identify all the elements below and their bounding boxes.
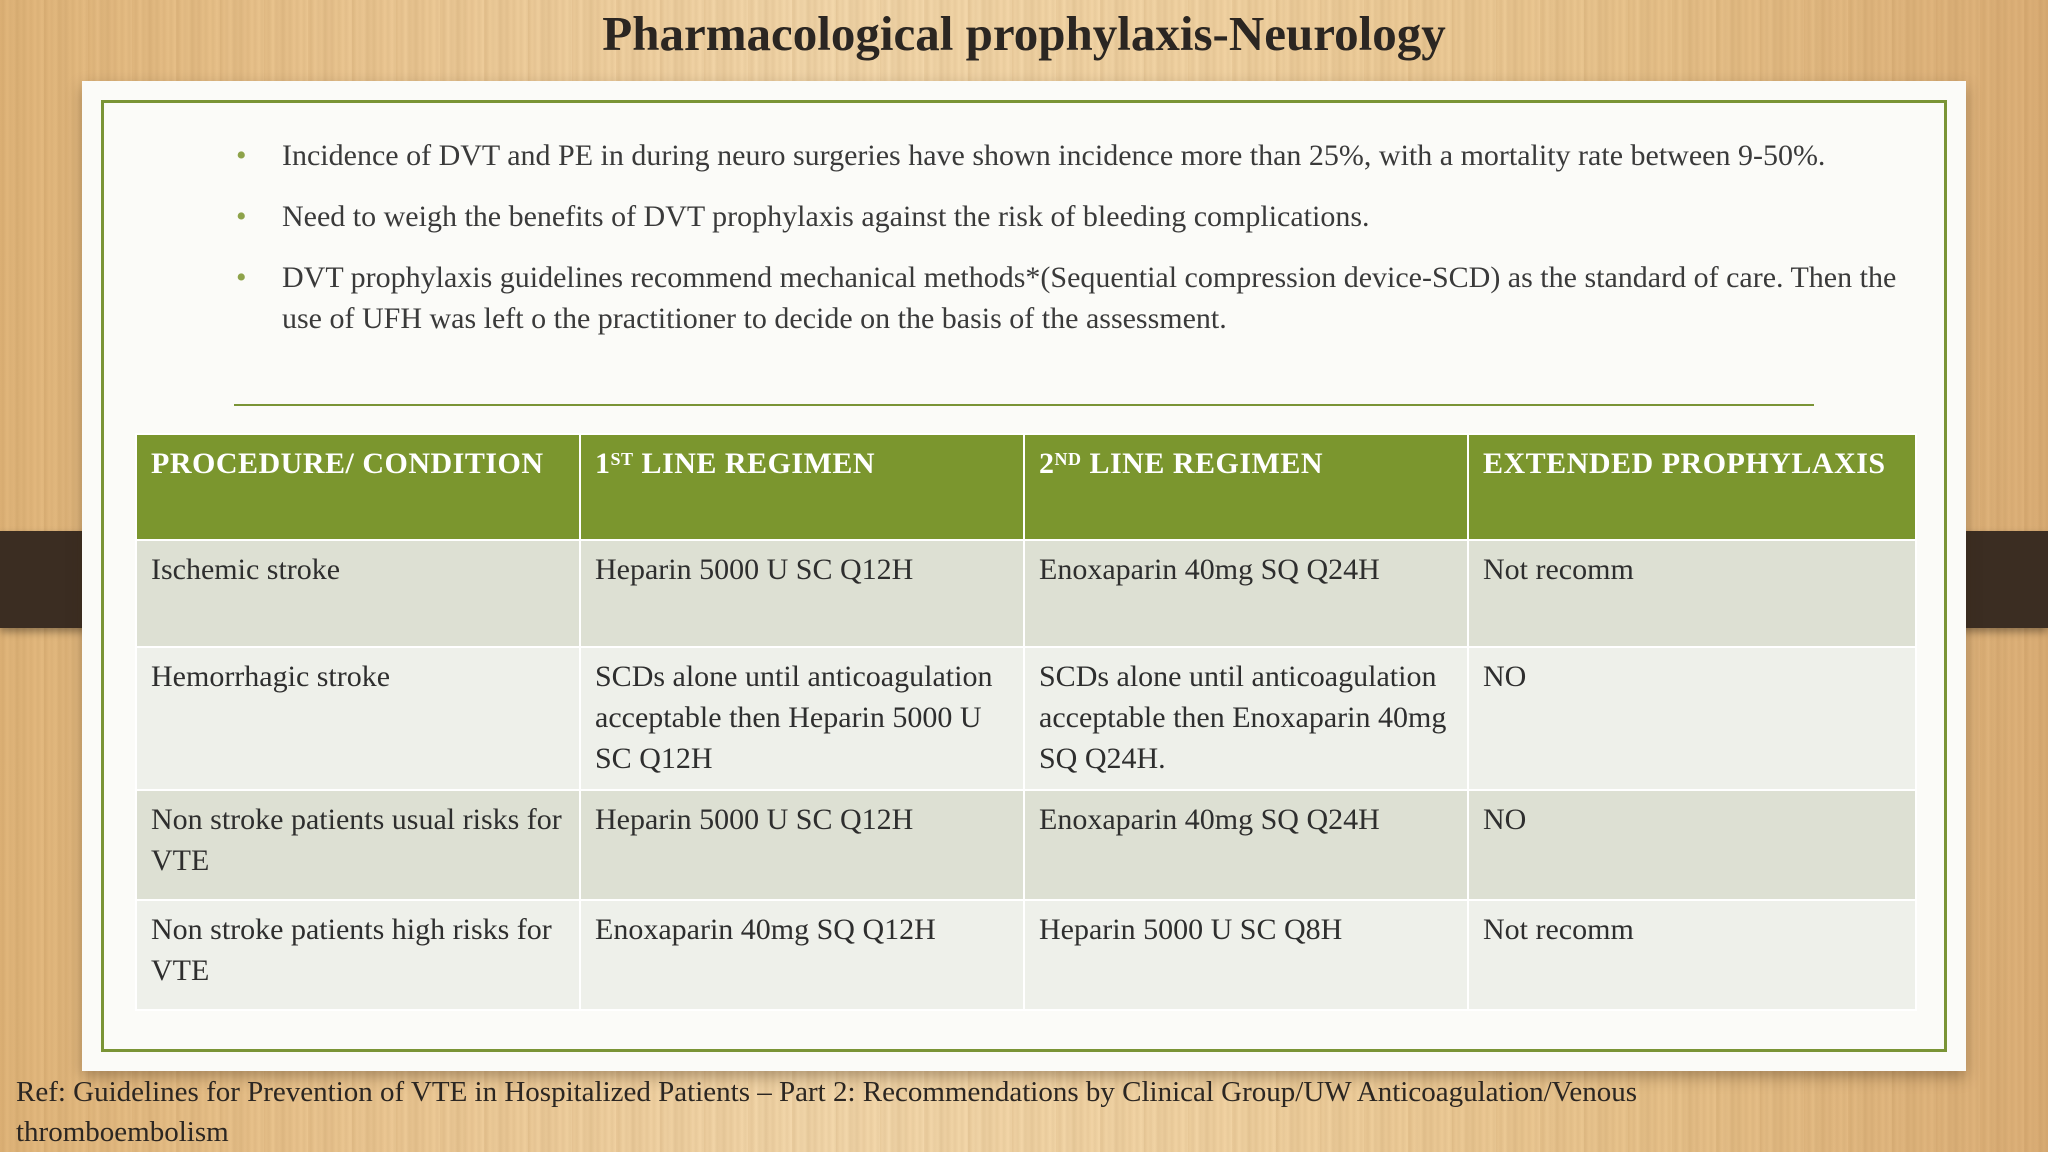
- header-extended-prophylaxis: EXTENDED PROPHYLAXIS: [1468, 434, 1916, 540]
- bullet-list: [236, 135, 1922, 359]
- bullet-item: [236, 257, 1922, 339]
- cell-second-line: Enoxaparin 40mg SQ Q24H: [1024, 540, 1468, 647]
- cell-extended: Not recomm: [1468, 900, 1916, 1010]
- content-card: [82, 81, 1966, 1071]
- bullet-icon: •: [236, 200, 247, 233]
- table-row: [136, 540, 1916, 647]
- cell-first-line: Heparin 5000 U SC Q12H: [580, 790, 1024, 900]
- section-divider: [234, 404, 1814, 406]
- bullet-icon: •: [236, 139, 247, 172]
- table-row: [136, 790, 1916, 900]
- cell-second-line: Enoxaparin 40mg SQ Q24H: [1024, 790, 1468, 900]
- table-row: [136, 647, 1916, 790]
- cell-condition: Ischemic stroke: [136, 540, 580, 647]
- cell-second-line: SCDs alone until anticoagulation acceptable then Enoxaparin 40mg SQ Q24H.: [1024, 647, 1468, 790]
- table-row: [136, 900, 1916, 1010]
- table-header-row: [136, 434, 1916, 540]
- bullet-item: [236, 196, 1922, 237]
- cell-extended: NO: [1468, 790, 1916, 900]
- cell-condition: Non stroke patients high risks for VTE: [136, 900, 580, 1010]
- bullet-text: Incidence of DVT and PE in during neuro surgeries have shown incidence more than 25%, with a mortality rate between 9-50%.: [282, 139, 1826, 172]
- cell-extended: NO: [1468, 647, 1916, 790]
- cell-first-line: Enoxaparin 40mg SQ Q12H: [580, 900, 1024, 1010]
- header-procedure-condition: PROCEDURE/ CONDITION: [136, 434, 580, 540]
- slide-title: Pharmacological prophylaxis-Neurology: [602, 6, 1446, 61]
- header-first-line-regimen: 1ST LINE REGIMEN: [580, 434, 1024, 540]
- cell-condition: Hemorrhagic stroke: [136, 647, 580, 790]
- cell-first-line: Heparin 5000 U SC Q12H: [580, 540, 1024, 647]
- bullet-item: [236, 135, 1922, 176]
- cell-condition: Non stroke patients usual risks for VTE: [136, 790, 580, 900]
- bullet-text: Need to weigh the benefits of DVT prophylaxis against the risk of bleeding complications.: [282, 200, 1370, 233]
- prophylaxis-table: [135, 433, 1917, 1011]
- cell-first-line: SCDs alone until anticoagulation acceptable then Heparin 5000 U SC Q12H: [580, 647, 1024, 790]
- bullet-icon: •: [236, 261, 247, 294]
- cell-second-line: Heparin 5000 U SC Q8H: [1024, 900, 1468, 1010]
- header-second-line-regimen: 2ND LINE REGIMEN: [1024, 434, 1468, 540]
- cell-extended: Not recomm: [1468, 540, 1916, 647]
- bullet-text: DVT prophylaxis guidelines recommend mechanical methods*(Sequential compression device-SCD) as the standard of care. Then the use of UFH was left o the practitioner to decide on the basis of the assessment.: [282, 261, 1897, 335]
- reference-citation: Ref: Guidelines for Prevention of VTE in Hospitalized Patients – Part 2: Recommendations by Clinical Group/UW Anticoagulation/Venous thromboembolism: [16, 1076, 1638, 1148]
